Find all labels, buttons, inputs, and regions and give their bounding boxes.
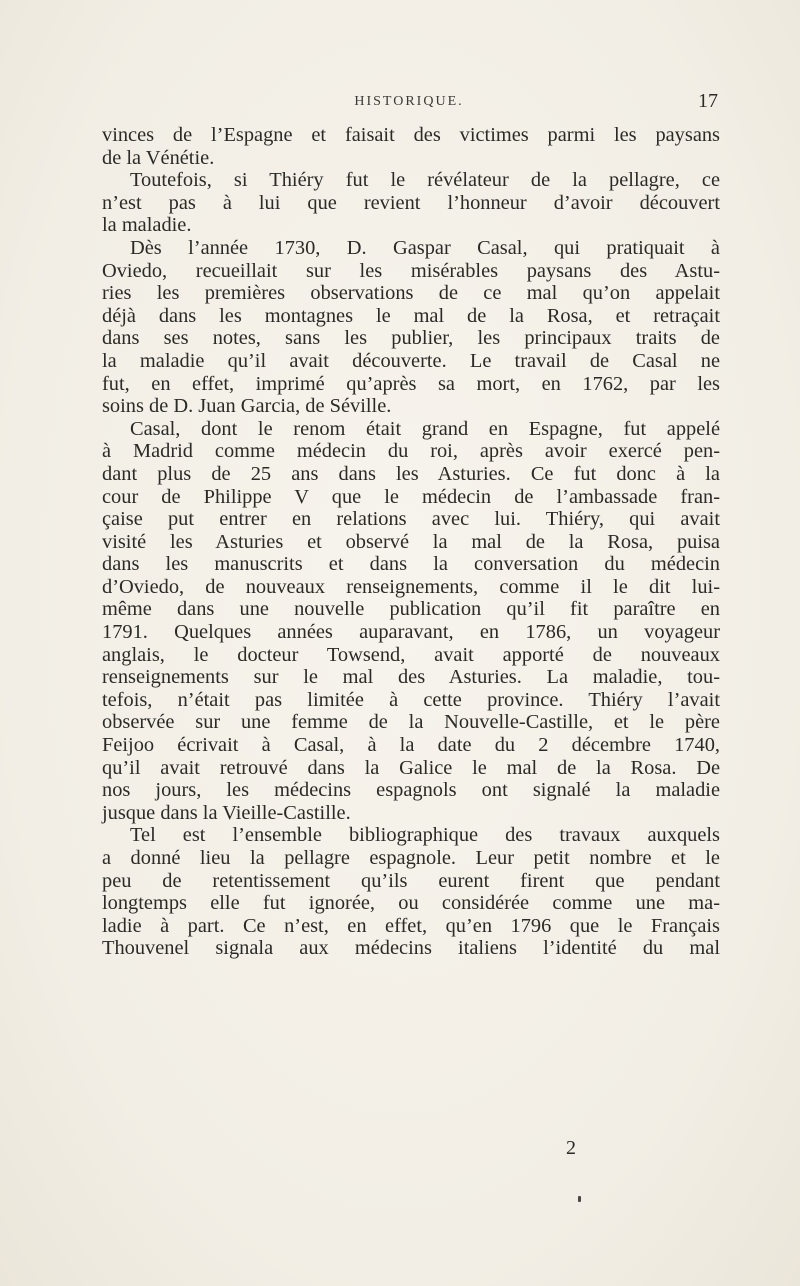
text-line: cour de Philippe V que le médecin de l’ambassade fran- [102, 485, 720, 508]
page-header [100, 90, 718, 114]
text-line: tefois, n’était pas limitée à cette province. Thiéry l’avait [102, 688, 720, 711]
text-line: jusque dans la Vieille-Castille. [102, 801, 351, 824]
text-line: la maladie qu’il avait découverte. Le travail de Casal ne [102, 349, 720, 372]
text-line: dant plus de 25 ans dans les Asturies. Ce fut donc à la [102, 462, 720, 485]
text-line: anglais, le docteur Towsend, avait apporté de nouveaux [102, 643, 720, 666]
text-line: soins de D. Juan Garcia, de Séville. [102, 395, 392, 418]
text-line: dans ses notes, sans les publier, les principaux traits de [102, 327, 720, 350]
text-line: n’est pas à lui que revient l’honneur d’avoir découvert [102, 191, 720, 214]
text-line: de la Vénétie. [102, 146, 215, 169]
text-line: Dès l’année 1730, D. Gaspar Casal, qui pratiquait à [130, 236, 720, 259]
text-line: observée sur une femme de la Nouvelle-Castille, et le père [102, 711, 720, 734]
text-line: Toutefois, si Thiéry fut le révélateur de la pellagre, ce [130, 169, 720, 192]
text-line: visité les Asturies et observé la mal de la Rosa, puisa [102, 530, 720, 553]
text-line: ladie à part. Ce n’est, en effet, qu’en 1796 que le Français [102, 914, 720, 937]
text-line: la maladie. [102, 214, 192, 237]
text-line: même dans une nouvelle publication qu’il fit paraître en [102, 598, 720, 621]
body-text [102, 124, 720, 960]
running-head: HISTORIQUE. [354, 94, 464, 109]
text-line: à Madrid comme médecin du roi, après avoir exercé pen- [102, 440, 720, 463]
text-line: Feijoo écrivait à Casal, à la date du 2 décembre 1740, [102, 734, 720, 757]
text-line: çaise put entrer en relations avec lui. Thiéry, qui avait [102, 508, 720, 531]
signature-mark: 2 [566, 1137, 576, 1159]
text-line: a donné lieu la pellagre espagnole. Leur petit nombre et le [102, 847, 720, 869]
text-line: peu de retentissement qu’ils eurent firent que pendant [102, 869, 720, 892]
text-line: d’Oviedo, de nouveaux renseignements, comme il le dit lui- [102, 575, 720, 598]
text-line: nos jours, les médecins espagnols ont signalé la maladie [102, 779, 720, 802]
text-line: longtemps elle fut ignorée, ou considérée comme une ma- [102, 892, 720, 915]
text-line: 1791. Quelques années auparavant, en 1786, un voyageur [102, 621, 720, 644]
text-line: dans les manuscrits et dans la conversation du médecin [102, 553, 720, 576]
text-line: renseignements sur le mal des Asturies. La maladie, tou- [102, 666, 720, 689]
text-line: Oviedo, recueillait sur les misérables paysans des Astu- [102, 259, 720, 282]
text-line: vinces de l’Espagne et faisait des victimes parmi les paysans [102, 124, 720, 146]
text-line: Tel est l’ensemble bibliographique des travaux auxquels [130, 824, 720, 847]
ink-speck [578, 1196, 581, 1202]
text-line: ries les premières observations de ce mal qu’on appelait [102, 282, 720, 305]
text-line: Thouvenel signala aux médecins italiens l’identité du mal [102, 937, 720, 960]
text-line: qu’il avait retrouvé dans la Galice le mal de la Rosa. De [102, 756, 720, 779]
text-line: déjà dans les montagnes le mal de la Rosa, et retraçait [102, 304, 720, 327]
text-line: Casal, dont le renom était grand en Espagne, fut appelé [130, 417, 720, 440]
text-line: fut, en effet, imprimé qu’après sa mort, en 1762, par les [102, 372, 720, 395]
page-number: 17 [698, 90, 718, 112]
